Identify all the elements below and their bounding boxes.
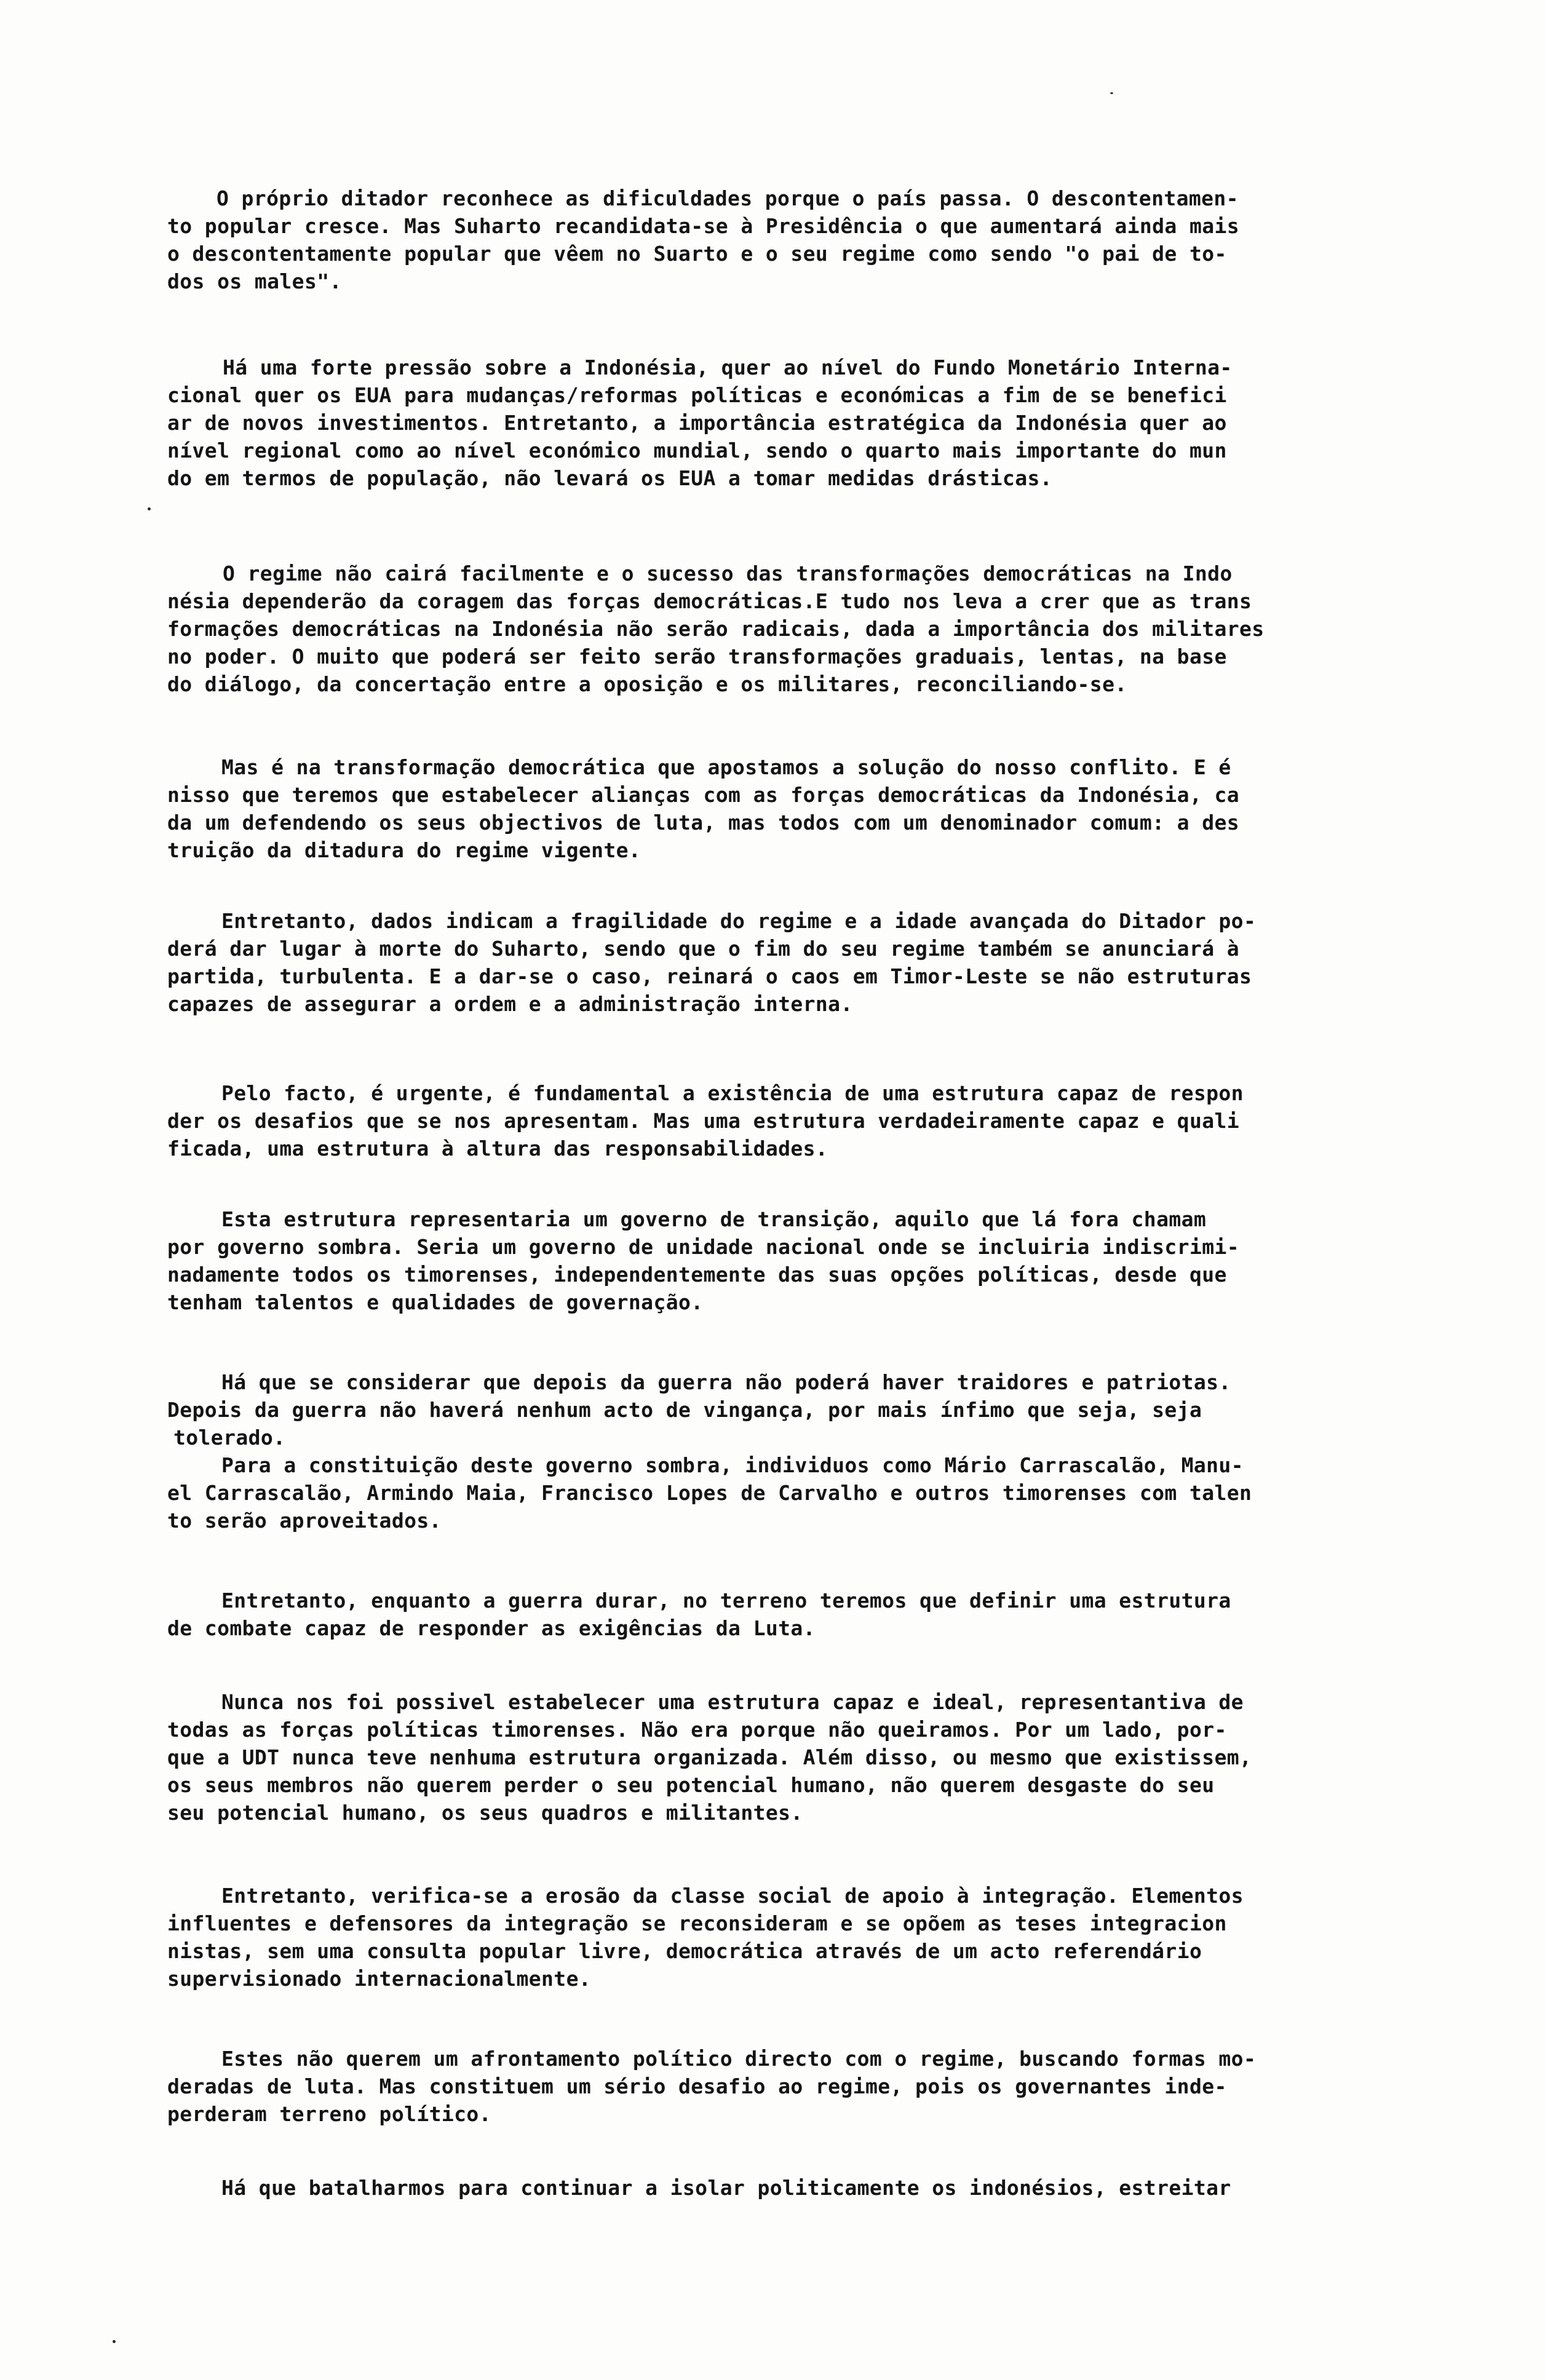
text-line: de combate capaz de responder as exigências da Luta.	[167, 1616, 816, 1640]
text-line: tolerado.	[173, 1426, 286, 1450]
text-line: capazes de assegurar a ordem e a administração interna.	[167, 992, 853, 1016]
text-line: os seus membros não querem perder o seu potencial humano, não querem desgaste do seu	[167, 1773, 1215, 1797]
text-line: formações democráticas na Indonésia não serão radicais, dada a importância dos militares	[167, 617, 1265, 641]
text-line: do em termos de população, não levará os EUA a tomar medidas drásticas.	[167, 466, 1053, 490]
text-line: to serão aproveitados.	[167, 1509, 442, 1533]
text-line: nésia dependerão da coragem das forças democráticas.E tudo nos leva a crer que as trans	[167, 589, 1252, 613]
text-line: ficada, uma estrutura à altura das responsabilidades.	[167, 1136, 828, 1160]
text-line: partida, turbulenta. E a dar-se o caso, reinará o caos em Timor-Leste se não estruturas	[167, 964, 1252, 988]
text-line: Depois da guerra não haverá nenhum acto de vingança, por mais ínfimo que seja, seja	[167, 1398, 1202, 1422]
text-line: nadamente todos os timorenses, independentemente das suas opções políticas, desde que	[167, 1263, 1227, 1287]
text-line: el Carrascalão, Armindo Maia, Francisco Lopes de Carvalho e outros timorenses com talen	[167, 1481, 1252, 1505]
text-line: ar de novos investimentos. Entretanto, a importância estratégica da Indonésia quer ao	[167, 411, 1227, 435]
text-line: Nunca nos foi possivel estabelecer uma estrutura capaz e ideal, representantiva de	[221, 1690, 1244, 1714]
scan-speck	[148, 507, 151, 510]
text-line: que a UDT nunca teve nenhuma estrutura organizada. Além disso, ou mesmo que existissem,	[167, 1745, 1252, 1769]
text-line: Há que se considerar que depois da guerra não poderá haver traidores e patriotas.	[221, 1370, 1231, 1394]
text-line: Entretanto, dados indicam a fragilidade do regime e a idade avançada do Ditador po-	[221, 909, 1257, 933]
paragraph-1	[167, 184, 1471, 295]
text-line: Entretanto, enquanto a guerra durar, no terreno teremos que definir uma estrutura	[221, 1589, 1231, 1612]
text-line: Mas é na transformação democrática que apostamos a solução do nosso conflito. E é	[221, 755, 1231, 779]
text-line: Estes não querem um afrontamento político directo com o regime, buscando formas mo-	[221, 2047, 1257, 2071]
text-line: nisso que teremos que estabelecer alianças com as forças democráticas da Indonésia, ca	[167, 783, 1240, 807]
text-line: influentes e defensores da integração se reconsideram e se opõem as teses integracion	[167, 1911, 1227, 1935]
paragraph-4	[167, 753, 1471, 864]
text-line: derá dar lugar à morte do Suharto, sendo que o fim do seu regime também se anunciará à	[167, 937, 1240, 961]
text-line: Pelo facto, é urgente, é fundamental a existência de uma estrutura capaz de respon	[221, 1081, 1244, 1105]
text-line: do diálogo, da concertação entre a oposição e os militares, reconciliando-se.	[167, 672, 1127, 696]
text-line: der os desafios que se nos apresentam. Mas uma estrutura verdadeiramente capaz e quali	[167, 1109, 1240, 1133]
text-line: O próprio ditador reconhece as dificuldades porque o país passa. O descontentamen-	[216, 186, 1239, 210]
text-line: to popular cresce. Mas Suharto recandidata-se à Presidência o que aumentará ainda mais	[167, 214, 1240, 238]
paragraph-8	[167, 1368, 1471, 1451]
text-line: Há que batalharmos para continuar a isolar politicamente os indonésios, estreitar	[221, 2176, 1231, 2200]
text-line: todas as forças políticas timorenses. Não era porque não queiramos. Por um lado, por-	[167, 1718, 1227, 1742]
text-line: Há uma forte pressão sobre a Indonésia, quer ao nível do Fundo Monetário Interna-	[223, 355, 1233, 379]
scan-speck	[1110, 92, 1113, 94]
paragraph-6	[167, 1079, 1471, 1162]
scan-speck	[113, 2340, 116, 2343]
paragraph-3	[167, 560, 1471, 698]
text-line: por governo sombra. Seria um governo de unidade nacional onde se incluiria indiscrimi-	[167, 1235, 1240, 1259]
text-line: no poder. O muito que poderá ser feito serão transformações graduais, lentas, na base	[167, 645, 1227, 668]
text-line: O regime não cairá facilmente e o sucesso das transformações democráticas na Indo	[223, 561, 1233, 585]
text-line: nível regional como ao nível económico mundial, sendo o quarto mais importante do mun	[167, 438, 1227, 462]
paragraph-11	[167, 1688, 1471, 1827]
text-line: dos os males".	[167, 269, 342, 293]
text-line: perderam terreno político.	[167, 2102, 491, 2126]
paragraph-10	[167, 1587, 1471, 1642]
paragraph-13	[167, 2045, 1471, 2128]
paragraph-14	[167, 2174, 1471, 2202]
text-line: seu potencial humano, os seus quadros e militantes.	[167, 1801, 803, 1825]
paragraph-12	[167, 1882, 1471, 1993]
text-line: Entretanto, verifica-se a erosão da classe social de apoio à integração. Elementos	[221, 1884, 1244, 1908]
paragraph-2	[167, 354, 1471, 492]
paragraph-7	[167, 1205, 1471, 1316]
text-line: tenham talentos e qualidades de governação.	[167, 1290, 704, 1314]
text-line: Para a constituição deste governo sombra, individuos como Mário Carrascalão, Manu-	[221, 1453, 1244, 1477]
text-line: truição da ditadura do regime vigente.	[167, 838, 641, 862]
text-line: Esta estrutura representaria um governo de transição, aquilo que lá fora chamam	[221, 1207, 1207, 1231]
paragraph-9	[167, 1451, 1471, 1534]
paragraph-5	[167, 907, 1471, 1018]
text-line: deradas de luta. Mas constituem um sério desafio ao regime, pois os governantes inde-	[167, 2074, 1227, 2098]
text-line: o descontentamente popular que vêem no Suarto e o seu regime como sendo "o pai de to-	[167, 242, 1227, 266]
text-line: supervisionado internacionalmente.	[167, 1967, 592, 1991]
text-line: nistas, sem uma consulta popular livre, democrática através de um acto referendário	[167, 1939, 1202, 1963]
text-line: da um defendendo os seus objectivos de luta, mas todos com um denominador comum: a des	[167, 811, 1240, 835]
text-line: cional quer os EUA para mudanças/reformas políticas e económicas a fim de se benefici	[167, 383, 1227, 407]
